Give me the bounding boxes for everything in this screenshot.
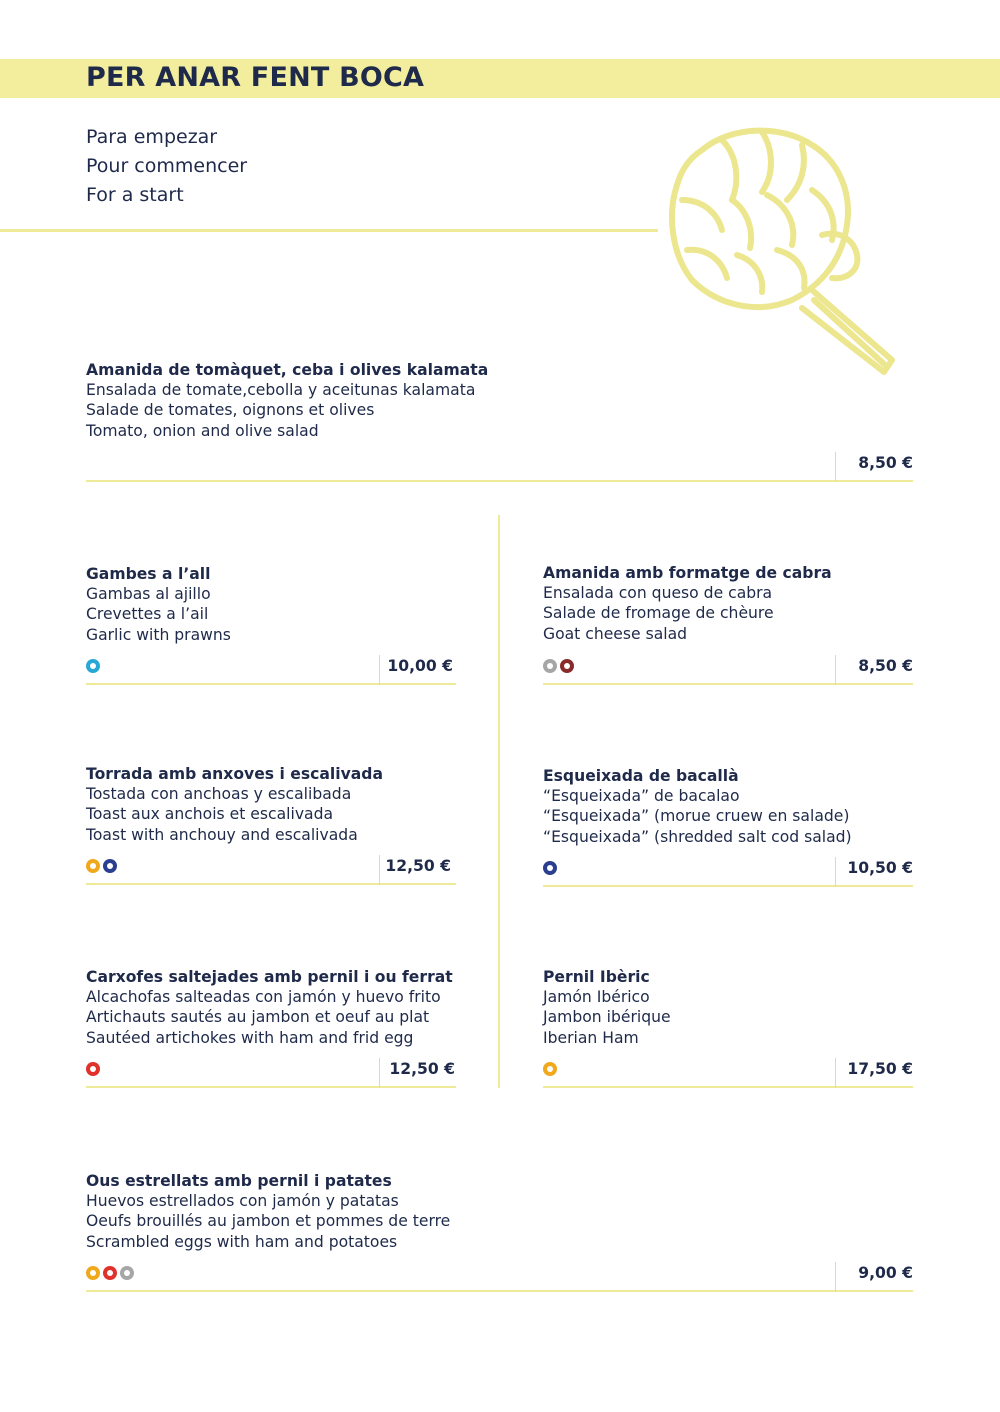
menu-item bbox=[86, 1171, 913, 1252]
item-name-fr: Salade de fromage de chèure bbox=[543, 604, 774, 623]
item-price: 8,50 € bbox=[858, 454, 913, 472]
item-name-en: Toast with anchouy and escalivada bbox=[86, 825, 358, 844]
allergen-icons bbox=[86, 659, 100, 673]
allergen-icons bbox=[86, 859, 117, 873]
item-price: 10,00 € bbox=[387, 657, 453, 675]
item-name-fr: Toast aux anchois et escalivada bbox=[86, 805, 334, 824]
milk-allergen-icon bbox=[543, 659, 557, 673]
item-name-es: Tostada con anchoas y escalibada bbox=[86, 785, 352, 804]
price-separator bbox=[835, 1058, 836, 1088]
item-price: 10,50 € bbox=[847, 859, 913, 877]
gluten-allergen-icon bbox=[86, 859, 100, 873]
item-name-es: Huevos estrellados con jamón y patatas bbox=[86, 1192, 399, 1211]
item-name: Gambes a l’all bbox=[86, 565, 211, 583]
item-name-es: Jamón Ibérico bbox=[543, 988, 650, 1007]
milk-allergen-icon bbox=[120, 1266, 134, 1280]
allergen-icons bbox=[86, 1266, 134, 1280]
allergen-icons bbox=[543, 1062, 557, 1076]
item-name-en: Iberian Ham bbox=[543, 1028, 639, 1047]
menu-item bbox=[86, 764, 458, 845]
item-price: 12,50 € bbox=[389, 1060, 455, 1078]
item-name-fr: Jambon ibérique bbox=[543, 1008, 671, 1027]
price-row bbox=[543, 655, 913, 685]
allergen-icons bbox=[543, 659, 574, 673]
price-separator bbox=[379, 1058, 380, 1088]
item-name: Pernil Ibèric bbox=[543, 968, 650, 986]
price-separator bbox=[835, 655, 836, 685]
item-name-fr: Salade de tomates, oignons et olives bbox=[86, 401, 375, 420]
allergen-icons bbox=[543, 861, 557, 875]
item-name-fr: Oeufs brouillés au jambon et pommes de terre bbox=[86, 1212, 451, 1231]
price-separator bbox=[835, 452, 836, 482]
item-name-fr: Artichauts sautés au jambon et oeuf au plat bbox=[86, 1008, 430, 1027]
price-row bbox=[86, 1262, 913, 1292]
price-separator bbox=[835, 857, 836, 887]
item-name: Ous estrellats amb pernil i patates bbox=[86, 1172, 392, 1190]
price-separator bbox=[379, 655, 380, 685]
fish-allergen-icon bbox=[103, 859, 117, 873]
egg-allergen-icon bbox=[103, 1266, 117, 1280]
price-row bbox=[86, 452, 913, 482]
price-row bbox=[543, 1058, 913, 1088]
item-name: Amanida de tomàquet, ceba i olives kalamata bbox=[86, 361, 489, 379]
item-name-en: Goat cheese salad bbox=[543, 624, 688, 643]
item-price: 12,50 € bbox=[385, 857, 451, 875]
item-price: 17,50 € bbox=[847, 1060, 913, 1078]
nuts-allergen-icon bbox=[560, 659, 574, 673]
menu-item bbox=[543, 967, 913, 1048]
page-title: PER ANAR FENT BOCA bbox=[86, 62, 425, 93]
item-name-es: “Esqueixada” de bacalao bbox=[543, 787, 740, 806]
column-divider bbox=[498, 515, 500, 1088]
item-name-es: Gambas al ajillo bbox=[86, 585, 211, 604]
item-name: Amanida amb formatge de cabra bbox=[543, 564, 832, 582]
price-row bbox=[86, 1058, 456, 1088]
artichoke-illustration-icon bbox=[662, 120, 912, 380]
item-name-en: Garlic with prawns bbox=[86, 625, 231, 644]
item-name: Esqueixada de bacallà bbox=[543, 767, 739, 785]
item-name-es: Alcachofas salteadas con jamón y huevo frito bbox=[86, 988, 441, 1007]
subtitle-block bbox=[86, 123, 247, 210]
menu-item bbox=[86, 967, 458, 1048]
item-name-fr: Crevettes a l’ail bbox=[86, 605, 209, 624]
menu-item bbox=[543, 766, 913, 847]
fish-allergen-icon bbox=[543, 861, 557, 875]
item-name-en: Sautéed artichokes with ham and frid egg bbox=[86, 1028, 414, 1047]
item-name-es: Ensalada de tomate,cebolla y aceitunas kalamata bbox=[86, 381, 476, 400]
gluten-allergen-icon bbox=[543, 1062, 557, 1076]
price-separator bbox=[379, 855, 380, 885]
crustacean-allergen-icon bbox=[86, 659, 100, 673]
item-price: 9,00 € bbox=[858, 1264, 913, 1282]
gluten-allergen-icon bbox=[86, 1266, 100, 1280]
item-name: Torrada amb anxoves i escalivada bbox=[86, 765, 383, 783]
subtitle-es: Para empezar bbox=[86, 126, 218, 148]
item-price: 8,50 € bbox=[858, 657, 913, 675]
price-row bbox=[86, 855, 456, 885]
header-divider bbox=[0, 229, 658, 232]
subtitle-en: For a start bbox=[86, 184, 184, 206]
item-name-en: “Esqueixada” (shredded salt cod salad) bbox=[543, 827, 852, 846]
menu-item bbox=[86, 360, 913, 441]
item-name-es: Ensalada con queso de cabra bbox=[543, 584, 773, 603]
item-name-en: Scrambled eggs with ham and potatoes bbox=[86, 1232, 398, 1251]
subtitle-fr: Pour commencer bbox=[86, 155, 248, 177]
menu-item bbox=[543, 563, 913, 644]
price-row bbox=[543, 857, 913, 887]
price-separator bbox=[835, 1262, 836, 1292]
item-name-en: Tomato, onion and olive salad bbox=[86, 421, 319, 440]
item-name: Carxofes saltejades amb pernil i ou ferrat bbox=[86, 968, 453, 986]
price-row bbox=[86, 655, 456, 685]
item-name-fr: “Esqueixada” (morue cruew en salade) bbox=[543, 807, 850, 826]
allergen-icons bbox=[86, 1062, 100, 1076]
menu-item bbox=[86, 564, 458, 645]
egg-allergen-icon bbox=[86, 1062, 100, 1076]
